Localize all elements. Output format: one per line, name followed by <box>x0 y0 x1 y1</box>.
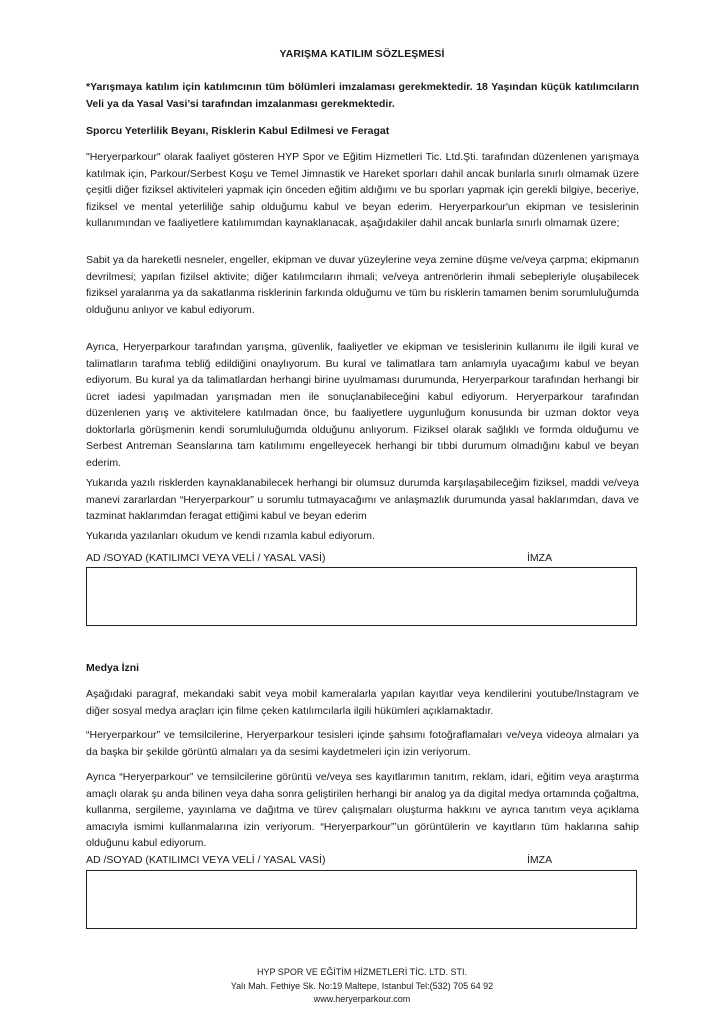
paragraph-media-recording: “Heryerparkour” ve temsilcilerine, Heryerparkour tesisleri içinde şahsımı fotoğraflamaları ve/veya videoya almaları ya da başka bir şekilde görüntü almaları ya da sesimi kaydetmeleri için izin veriyorum. <box>86 729 639 758</box>
paragraph-rules: Ayrıca, Heryerparkour tarafından yarışma, güvenlik, faaliyetler ve ekipman ve tesislerinin kullanımı ile ilgili kural ve talimatların tarafıma tebliğ edildiğini onaylıyorum. Bu kural ve talimatlara tam anlamıyla uyacağımı kabul ve beyan ediyorum. Bu kural ya da talimatlardan herhangi birine uyulmaması durumunda, Heryerparkour tarafından herhangi bir ücret iadesi yapılmadan yarışmadan men ile sonuçlanabileceğini kabul ediyorum. Heryerparkour tarafından düzenlenen yarış ve aktivitelere katılmadan önce, bu faaliyetlere uygunluğum konusunda bir uzman doktor veya doktorlarla görüşmenin kendi sorumluluğumda olduğunu anlıyorum. Fiziksel olarak sağlıklı ve formda olduğumu ve Serbest Antreman Seanslarına tam katılımımı engelleyecek herhangi bir tıbbi durumum olmadığını kabul ve beyan ederim. <box>86 341 639 469</box>
footer <box>0 966 724 1007</box>
section-heading-athlete-declaration: Sporcu Yeterlilik Beyanı, Risklerin Kabul Edilmesi ve Feragat <box>86 125 390 137</box>
section-heading-media-permission: Medya İzni <box>86 662 140 674</box>
paragraph-eligibility: "Heryerparkour" olarak faaliyet gösteren HYP Spor ve Eğitim Hizmetleri Tic. Ltd.Şti. tarafından düzenlenen yarışmaya katılmak için, Parkour/Serbest Koşu ve Temel Jimnastik ve Hareket sporları dahil ancak bunlarla sınırlı olmamak üzere çeşitli diğer fiziksel aktiviteleri yapmak için önceden eğitim aldığımı ve bu sporları yapmak için gerekli bilgiye, beceriye, fiziksel ve mental yeterliliğe sahip olduğumu kabul ve beyan ederim. Heryerparkour'un ekipman ve tesislerinin kullanımından ve faaliyetlere katılımımdan kaynaklanacak, aşağıdakiler dahil ancak bunlarla sınırlı olmamak üzere; <box>86 151 639 229</box>
signature-box-athlete[interactable] <box>86 567 637 626</box>
paragraph-media-rights: Ayrıca “Heryerparkour” ve temsilcilerine görüntü ve/veya ses kayıtlarımın tanıtım, reklam, idari, eğitim veya araştırma amaçlı olarak şu anda bilinen veya daha sonra geliştirilen herhangi bir analog ya da digital medya ortamında çoğaltma, kullanma, sergileme, yayınlama ve dağıtma ve türev çalışmaları oluşturma hakkını ve ayrıca tanıtım veya açıklama amacıyla ismimi kullanmalarına izin veriyorum. “Heryerparkour”’un görüntülerin ve kayıtların tüm haklarına sahip olduğunu kabul ediyorum. <box>86 771 639 849</box>
signature-label: İMZA <box>527 552 553 564</box>
name-surname-label: AD /SOYAD (KATILIMCI VEYA VELİ / YASAL VASİ) <box>86 854 326 866</box>
participation-notice: *Yarışmaya katılım için katılımcının tüm bölümleri imzalaması gerekmektedir. 18 Yaşından küçük katılımcıların Veli ya da Yasal Vasi’si tarafından imzalanması gerekmektedir. <box>86 81 639 110</box>
paragraph-media-intro: Aşağıdaki paragraf, mekandaki sabit veya mobil kameralarla yapılan kayıtlar veya kendilerini youtube/Instagram ve diğer sosyal medya araçları için filme çeken katılımcılarla ilgili hükümleri açıklamaktadır. <box>86 688 639 717</box>
footer-website: www.heryerparkour.com <box>313 994 411 1004</box>
footer-company: HYP SPOR VE EĞİTİM HİZMETLERİ TİC. LTD. STI. <box>256 967 468 977</box>
paragraph-consent: Yukarıda yazılanları okudum ve kendi rızamla kabul ediyorum. <box>86 530 375 542</box>
signature-box-media[interactable] <box>86 870 637 929</box>
paragraph-waiver: Yukarıda yazılı risklerden kaynaklanabilecek herhangi bir olumsuz durumda karşılaşabileceğim fiziksel, maddi ve/veya manevi zararlardan “Heryerparkour” u sorumlu tutmayacağımı ve anlaşmazlık durumunda yasal haklarımdan, dava ve tazminat haklarımdan feragat ettiğimi kabul ve beyan ederim <box>86 477 639 522</box>
signature-label: İMZA <box>527 854 553 866</box>
name-surname-label: AD /SOYAD (KATILIMCI VEYA VELİ / YASAL VASİ) <box>86 552 326 564</box>
footer-address: Yalı Mah. Fethiye Sk. No:19 Maltepe, Istanbul Tel:(532) 705 64 92 <box>230 980 494 991</box>
signature-labels-2 <box>86 853 639 867</box>
signature-labels-1 <box>86 551 639 565</box>
paragraph-risks: Sabit ya da hareketli nesneler, engeller, ekipman ve duvar yüzeylerine veya zemine düşme ve/veya çarpma; ekipmanın devrilmesi; yapılan fizilsel aktivite; diğer katılımcıların ihmali; ve/veya antrenörlerin ihmali sebepleriyle oluşabilecek fiziksel yaralanma ya da sakatlanma risklerinin farkında olduğumu ve tüm bu risklerin tamamen benim sorumluluğumda olduğunu anlıyor ve kabul ediyorum. <box>86 254 639 316</box>
document-title: YARIŞMA KATILIM SÖZLEŞMESİ <box>279 48 445 60</box>
